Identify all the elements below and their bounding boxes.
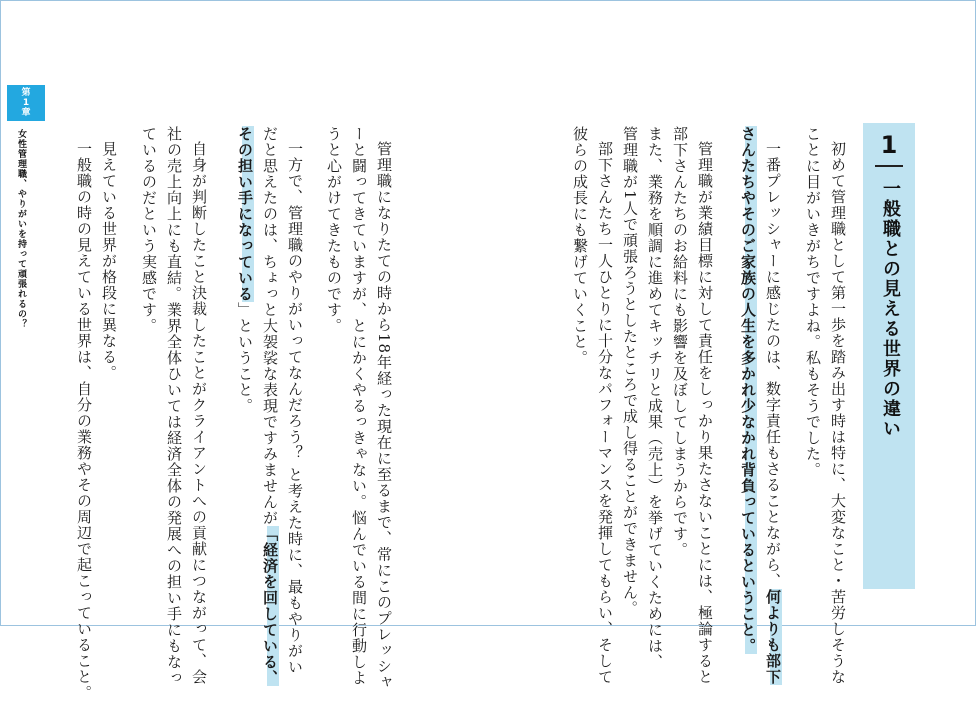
highlighted-text: さんたちやそのご家族の人生を多かれ少なかれ背負っているということ。 <box>739 126 757 654</box>
text-column <box>644 126 666 670</box>
body-text: だと思えたのは、ちょっと大袈裟な表現ですみませんが <box>261 126 279 526</box>
chapter-title: 女性管理職、やりがいを持って頑張れるの？ <box>16 129 26 329</box>
chapter-tab-prefix: 第 <box>21 88 31 98</box>
text-column <box>619 126 641 617</box>
chapter-tab-suffix: 章 <box>21 108 31 118</box>
body-text: 自身が判断したこと決裁したことがクライアントへの貢献につながって、会 <box>190 141 208 685</box>
section-divider <box>875 165 903 167</box>
text-column <box>569 126 591 366</box>
body-text: うと心がけてきたものです。 <box>325 126 343 334</box>
body-text: ーと闘ってきていますが、とにかくやるっきゃない。悩んでいる間に行動しよ <box>350 126 368 686</box>
body-text: 一方で、管理職のやりがいってなんだろう？ と考えた時に、最もやりがい <box>286 141 304 675</box>
text-column <box>163 126 185 686</box>
section-title: 一般職との見える世界の違い <box>880 179 901 439</box>
text-column <box>188 141 210 685</box>
text-column <box>669 126 691 558</box>
highlighted-text: その担い手になっている <box>236 126 254 302</box>
text-column <box>98 141 120 381</box>
body-text: 部下さんたち一人ひとりに十分なパフォーマンスを発揮してもらい、そして <box>596 141 614 685</box>
body-text: 彼らの成長にも繋げていくこと。 <box>571 126 589 366</box>
body-text: 部下さんたちのお給料にも影響を及ぼしてしまうからです。 <box>671 126 689 558</box>
highlighted-text: 何よりも部下 <box>764 589 782 685</box>
body-text: 一番プレッシャーに感じたのは、数字責任もさることながら、 <box>764 141 782 589</box>
section-number: 1 <box>880 131 898 159</box>
chapter-tab-number: 1 <box>22 98 30 108</box>
text-column <box>762 141 784 685</box>
text-column <box>827 141 849 685</box>
text-column <box>802 126 824 478</box>
body-text: 初めて管理職として第一歩を踏み出す時は特に、大変なこと・苦労しそうな <box>829 141 847 685</box>
body-text: 管理職が1人で頑張ろうとしたところで成し得ることができません。 <box>621 126 639 617</box>
text-column <box>259 126 281 686</box>
body-text: 社の売上向上にも直結。業界全体ひいては経済全体の発展への担い手にもなっ <box>165 126 183 686</box>
text-column <box>284 141 306 675</box>
text-column <box>138 126 160 334</box>
text-column <box>348 126 370 686</box>
body-text: また、業務を順調に進めてキッチリと成果（売上）を挙げていくためには、 <box>646 126 664 670</box>
chapter-tab <box>7 85 45 121</box>
body-text: ことに目がいきがちですよね。私もそうでした。 <box>804 126 822 478</box>
highlighted-text: 「経済を回している、 <box>261 526 279 686</box>
body-text: 管理職が業績目標に対して責任をしっかり果たさないことには、極論すると <box>696 141 714 685</box>
body-text: 一般職の時の見えている世界は、自分の業務やその周辺で起こっていること。 <box>75 141 93 701</box>
text-column <box>373 141 395 690</box>
body-text: 見えている世界が格段に異なる。 <box>100 141 118 381</box>
text-column <box>234 126 256 414</box>
text-column <box>594 141 616 685</box>
body-text: 管理職になりたての時から18年経った現在に至るまで、常にこのプレッシャ <box>375 141 393 691</box>
text-column <box>73 141 95 701</box>
text-column <box>323 126 345 334</box>
body-text: 」ということ。 <box>236 302 254 414</box>
body-text: ているのだという実感です。 <box>140 126 158 334</box>
text-column <box>737 126 759 654</box>
text-column <box>694 141 716 685</box>
section-heading <box>863 123 915 589</box>
